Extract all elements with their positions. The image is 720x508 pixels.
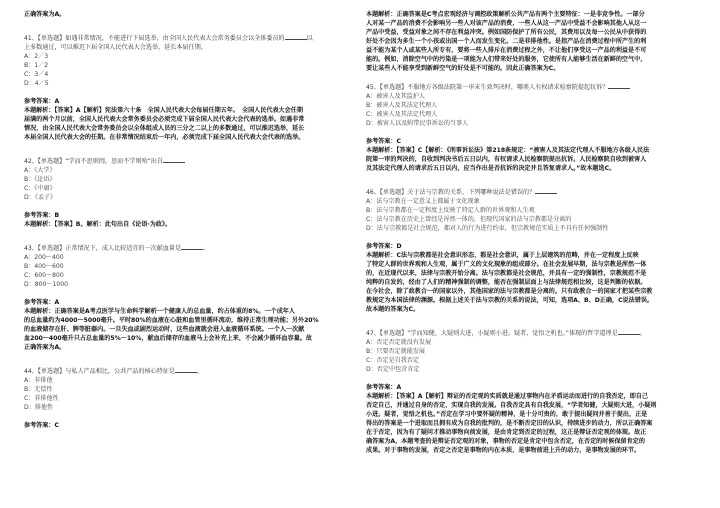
analysis-line: 得出的答案是一个进取而且拥有成为自我的批判的，是不断否定旧的认识，持续进步的动力，所以正确答案 <box>366 420 653 427</box>
analysis-line: 本题解析：C法与宗教都是社会意识形态，都是社会意识，属于上层建筑的范畴，并在一定程度上反映 <box>366 252 639 259</box>
option-c[interactable]: C：否定是自我否定 <box>366 357 420 364</box>
option-a[interactable]: A：法与宗教在一定意义上都属于文化现象 <box>366 198 480 205</box>
analysis-line: 本题解析：正确答案是A考点医学与生命科学解析一个健康人的总血量，约占体重的8%。一个成年人 <box>24 308 295 315</box>
answer-blank <box>535 187 557 194</box>
option-b[interactable]: B：400～600 <box>24 263 64 270</box>
option-a[interactable]: A：2／3 <box>24 53 49 60</box>
option-b[interactable]: B：被害人及其法定代理人 <box>366 102 438 109</box>
answer-blank <box>618 328 640 335</box>
answer-blank <box>608 82 630 89</box>
option-d[interactable]: D：《孟子》 <box>24 194 57 201</box>
answer-blank <box>285 33 307 40</box>
question-44-analysis <box>366 10 706 73</box>
analysis-line: 情况，由全国人民代表大会常务委员会以全体组成人员的三分之二以上的多数通过，可以推迟选举，延长 <box>24 125 305 132</box>
option-b[interactable]: B：1／2 <box>24 62 49 69</box>
question-42 <box>24 156 364 229</box>
analysis-line: 本题解析：【答案】A【解析】辩证的否定观的实质就是通过事物内在矛盾运动而进行的自我否定，即自己 <box>366 393 648 400</box>
analysis-line: 好处不会因为多生一个小孩或出国一个人而发生变化。二是非排他性。是指产品在消费过程中所产生的利 <box>366 38 647 45</box>
option-d[interactable]: D：排他性 <box>24 404 54 411</box>
analysis-line: 纯粹的自发的，经由了人们的精神强制的调整，能否在强制层面上与法律规范相比较，这是判断的依据。 <box>366 279 647 286</box>
option-a[interactable]: A：非排他 <box>24 377 53 384</box>
option-d[interactable]: D：4／5 <box>24 80 49 87</box>
option-d[interactable]: D：法与宗教都是社会规范，都对人的行为进行约束，但宗教规范实质上不具有任何强制性 <box>366 225 609 232</box>
option-c[interactable]: C：非排他性 <box>24 395 59 402</box>
reference-answer: 参考答案：A <box>366 384 402 391</box>
option-a[interactable]: A：《大学》 <box>24 167 56 174</box>
question-stem: 42、【单选题】“学而不思则罔，思而不学则殆”出自 <box>24 156 364 166</box>
analysis-line: 本题解析：正确答案是C考点宏观经济与调控政策解析公共产品有两个主要特征：一是非竞争性。一部分 <box>366 11 645 18</box>
left-column <box>24 10 364 430</box>
option-b[interactable]: B：《论语》 <box>24 176 56 183</box>
analysis-line: 及其法定代理人的请求后五日以内，应当作出是否抗诉的决定并且答复请求人。”故本题选C。 <box>366 165 616 172</box>
answer-blank <box>175 366 197 373</box>
option-a[interactable]: A：200～400 <box>24 254 64 261</box>
analysis-line: 否定自己，并通过自身的否定，实现自我的发展。自我否定具有自我发展，“学者知健，大疑则大进，小疑则 <box>366 402 657 409</box>
analysis-line: 人对某一产品的消费不会影响另一些人对该产品的消费，一些人从这一产品中受益不会影响其他人从这一 <box>366 20 647 27</box>
option-b[interactable]: B：只要否定就能发展 <box>366 348 426 355</box>
analysis-line: 在今社会，除了政教合一的国家以外，其他国家的法与宗教都是分离的。只有政教合一的国家才把某些宗教 <box>366 288 653 295</box>
analysis-line: 的血液储存在肝、脾等脏器内。一旦失血或剧烈运动时，这些血液就会进入血液循环系统。一个人一次献 <box>24 326 305 333</box>
answer-blank <box>163 156 185 163</box>
reference-answer: 参考答案：A <box>24 98 60 105</box>
analysis-line: 要让某些人不能享受到新鲜空气的好处是不可能的。因此正确答案为C。 <box>366 65 560 72</box>
analysis-line: 本题解析：【答案】A【解析】宪法第六十条 全国人民代表大会每届任期五年。 全国人民代表大会任期 <box>24 107 303 114</box>
question-stem: 上多数通过，可以推迟下届全国人民代表大会选举，延长本届任期。 <box>24 44 207 51</box>
reference-answer: 参考答案：D <box>366 243 402 250</box>
reference-answer: 参考答案：A <box>24 299 60 306</box>
question-stem: 46、【单选题】关于法与宗教的关系，下列哪种说法是错误的？ <box>366 187 706 197</box>
analysis-line: 能的。例如，消除空气中的污染是一项能为人们带来好处的服务，它使所有人能够生活在新鲜的空气中， <box>366 56 647 63</box>
analysis-line: 届满的两个月以前，全国人民代表大会常务委员会必须完成下届全国人民代表大会代表的选举。如遇非常 <box>24 116 305 123</box>
analysis-line: 了特定人群的世界观和人生观，属于广义的文化现象的组成部分。在社会发展早期，法与宗教是浑然一体 <box>366 261 647 268</box>
analysis-line: 本届全国人民代表大会的任期。在非常情况结束后一年内，必须完成下届全国人民代表大会代表的选举。 <box>24 134 305 141</box>
question-stem: 41、【单选题】如遇非常情况，不能进行下届选举，由全国人民代表大会常务委员会以全体委员的 以 <box>24 35 313 42</box>
right-column <box>366 10 706 455</box>
analysis-line: 本题解析：【答案】B。解析：此句出自《论语·为政》。 <box>24 221 172 228</box>
analysis-line: 本题解析：【答案】C【解析：《刑事诉讼法》第218条规定：“被害人及其法定代理人不服地方各级人民法 <box>366 147 650 154</box>
prev-answer: 正确答案为A。 <box>24 11 66 18</box>
option-a[interactable]: A：被害人及其监护人 <box>366 93 426 100</box>
analysis-line: 的总血量约为4000～5000毫升。平时80%的血液在心脏和血管里循环流动，维持正常生理功能；另外20% <box>24 317 319 324</box>
analysis-line: 产品中受益，受益对象之间不存在利益冲突。例如国防保护了所有公民，其费用以及每一公民从中获得的 <box>366 29 647 36</box>
analysis-line: 在于否定，因为有了疑问才推动事物向前发展，是由肯定到否定的过程，这正是辩证否定观的体现。故正 <box>366 429 647 436</box>
option-c[interactable]: C：法与宗教在历史上曾经是浑然一体的，但现代国家的法与宗教都是分离的 <box>366 216 572 223</box>
reference-answer: 参考答案：C <box>366 138 401 145</box>
answer-blank <box>181 243 203 250</box>
question-stem: 43、【单选题】正常情况下，成人比较适宜的一次献血量是 。 <box>24 245 210 252</box>
question-45 <box>366 82 706 173</box>
analysis-line: 故本题的答案为C。 <box>366 306 420 313</box>
option-a[interactable]: A：否定否定就没有发展 <box>366 339 432 346</box>
question-stem: 47、【单选题】“学而知健，大疑则大进，小疑则小进。疑者，觉悟之机也。”体现的哲学道理是 。 <box>366 330 646 337</box>
question-46 <box>366 187 706 314</box>
option-c[interactable]: C：被害人及其法定代理人 <box>366 111 438 118</box>
analysis-line: 益不能为某个人或某些人所专有，要将一些人排斥在消费过程之外，不让他们享受这一产品的利益是不可 <box>366 47 647 54</box>
reference-answer: 参考答案：B <box>24 212 60 219</box>
option-d[interactable]: D：被害人以及附带民事诉讼的当事人 <box>366 120 469 127</box>
analysis-line: 教规定为本国法律的渊源。根据上述关于法与宗教的关系的说法，可知，选项A、B、D正确，C说法错误。 <box>366 297 654 304</box>
question-44 <box>24 366 364 430</box>
option-c[interactable]: C：3／4 <box>24 71 49 78</box>
question-stem: 45、【单选题】不服地方各级法院第一审未生效判决时，哪类人有权请求检察院提起抗诉？ <box>366 82 706 92</box>
option-b[interactable]: B：无偿性 <box>24 386 53 393</box>
option-c[interactable]: C：《中庸》 <box>24 185 56 192</box>
reference-answer: 参考答案：C <box>24 422 59 429</box>
analysis-line: 院第一审的判决的，自收到判决书后五日以内，有权请求人民检察院提出抗诉。人民检察院自收到被害人 <box>366 156 647 163</box>
option-c[interactable]: C：600～800 <box>24 272 64 279</box>
option-d[interactable]: D：800～1000 <box>24 281 69 288</box>
question-stem: 44、【单选题】与私人产品相比，公共产品的核心特征是 。 <box>24 368 204 375</box>
option-d[interactable]: D：否定中包含肯定 <box>366 366 420 373</box>
analysis-line: 确答案为A，本题考查的是辩证否定观的对象，事物的否定是肯定中包含否定，在否定的时候保留肯定的 <box>366 438 645 445</box>
analysis-line: 血200～400毫升只占总血量的5%～10%，献血后储存的血液马上会补充上来，不会减少循环血容量。故 <box>24 335 313 342</box>
question-41 <box>24 33 364 142</box>
option-b[interactable]: B：法与宗教都在一定程度上反映了特定人群的世界观和人生观 <box>366 207 535 214</box>
analysis-line: 成果。对于事物的发展，否定之否定是事物的内在本质，是事物前进上升的动力，是事物发展的环节。 <box>366 447 641 454</box>
analysis-line: 的，在近现代以来，法律与宗教开始分离。法与宗教都是社会规范，并具有一定的强制性，宗教规范不是 <box>366 270 647 277</box>
question-47 <box>366 328 706 455</box>
analysis-line: 正确答案为A。 <box>24 344 66 351</box>
analysis-line: 小进。疑者，觉悟之机也。”否定在学习中要怀疑的精神，是十分可贵的，敢于提出疑问并善于提出，正是 <box>366 411 648 418</box>
question-43 <box>24 243 364 352</box>
